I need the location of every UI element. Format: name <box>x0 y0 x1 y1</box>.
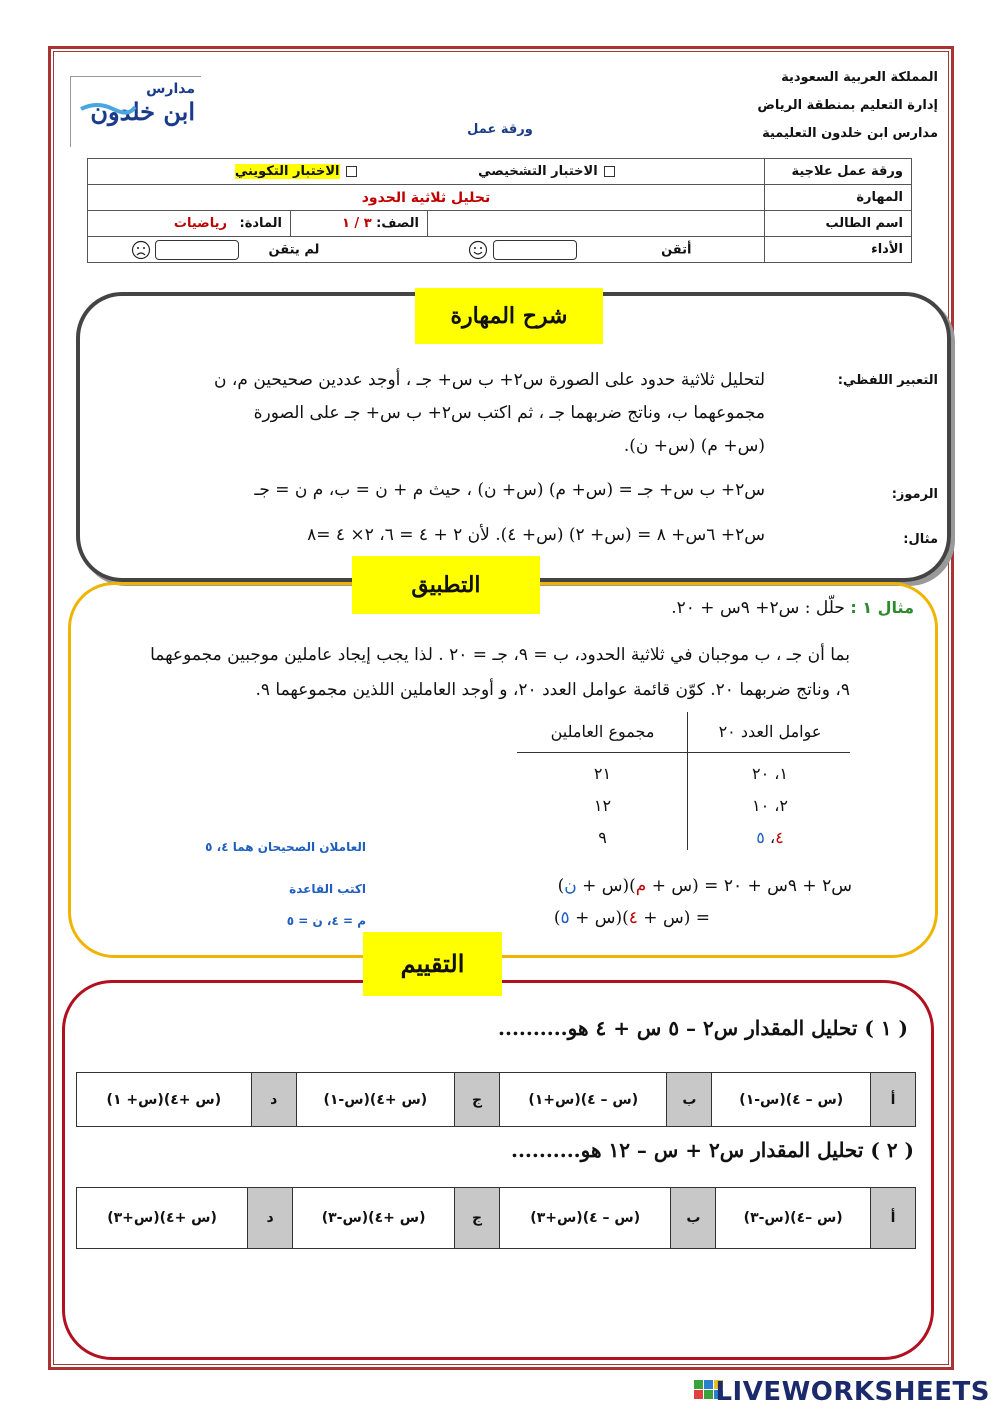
factor-5: ٥ <box>756 828 765 847</box>
header-right <box>678 64 938 148</box>
factor-row-1: ١، ٢٠ <box>751 764 789 783</box>
q2-option-b[interactable]: (س – ٤)(س+٣) <box>500 1188 671 1249</box>
factor-row-3 <box>695 828 845 847</box>
paragraph-line-2: ٩، وناتج ضربهما ٢٠. كوّن قائمة عوامل العدد ٢٠، و أوجد العاملين اللذين مجموعهما ٩. <box>255 680 850 700</box>
formative-label: الاختبار التكويني <box>234 164 340 179</box>
eq1-left: س٢ + ٩س + ٢٠ = (س + <box>646 876 852 896</box>
worksheet-title: ورقة عمل <box>467 122 533 137</box>
paragraph-line-1: بما أن جـ ، ب موجبان في ثلاثية الحدود، ب = ٩، جـ = ٢٠ . لذا يجب إيجاد عاملين موجبين مجموعهما <box>150 645 850 665</box>
skill-label: المهارة <box>765 185 912 211</box>
q2-option-a[interactable]: (س –٤)(س-٣) <box>716 1188 871 1249</box>
skill-value: تحليل ثلاثية الحدود <box>88 185 765 211</box>
sad-face-icon <box>131 240 151 260</box>
example-1-prompt: حلّل : س٢+ ٩س + ٢٠. <box>671 598 845 618</box>
formative-checkbox[interactable] <box>346 166 357 177</box>
symbols-label: الرموز: <box>891 487 938 502</box>
question-2-options <box>76 1187 916 1249</box>
note-rule: اكتب القاعدة <box>289 882 366 896</box>
q1-option-b[interactable]: (س – ٤)(س+١) <box>499 1073 666 1127</box>
q1-option-c[interactable]: (س +٤)(س-١) <box>296 1073 454 1127</box>
factor-table-divider <box>687 712 688 850</box>
header-line-3: مدارس ابن خلدون التعليمية <box>762 126 938 141</box>
eq1-n: ن <box>564 876 577 896</box>
smile-icon <box>468 240 488 260</box>
symbols-text: س٢+ ب س+ جـ = (س+ م) (س+ ن) ، حيث م + ن = ب، م ن = جـ <box>254 480 765 500</box>
logo-main-text: ابن خلدون <box>90 97 195 126</box>
test-type-cell <box>88 159 765 185</box>
eq2-b: ٥ <box>560 908 570 928</box>
q1-option-d-letter[interactable]: د <box>251 1073 296 1127</box>
student-name-field[interactable] <box>428 211 765 237</box>
question-2-title: ( ٢ ) تحليل المقدار س٢ + س – ١٢ هو.......... <box>511 1138 914 1162</box>
explanation-title: شرح المهارة <box>415 288 603 344</box>
logo-swoosh-icon <box>77 99 137 129</box>
note-integers: العاملان الصحيحان هما ٤، ٥ <box>205 840 366 854</box>
logo-top-text: مدارس <box>146 81 195 97</box>
class-label: الصف: <box>376 216 419 231</box>
sum-row-2: ١٢ <box>593 796 612 815</box>
example-1-line <box>554 598 914 618</box>
diagnostic-checkbox[interactable] <box>604 166 615 177</box>
factor-row-2: ٢، ١٠ <box>751 796 789 815</box>
q1-option-c-letter[interactable]: ج <box>454 1073 499 1127</box>
q2-option-b-letter[interactable]: ب <box>671 1188 716 1249</box>
verbal-label: التعبير اللفظي: <box>837 373 938 388</box>
example-1-label: مثال ١ : <box>850 598 914 617</box>
sum-row-3: ٩ <box>598 828 607 847</box>
q2-option-c-letter[interactable]: ج <box>455 1188 500 1249</box>
diagnostic-label: الاختبار التشخيصي <box>478 164 598 179</box>
eq2-a: ٤ <box>628 908 638 928</box>
factor-header: عوامل العدد ٢٠ <box>718 722 822 741</box>
factor-separator: ، <box>764 828 776 847</box>
equation-line-2 <box>450 908 710 928</box>
example-label: مثال: <box>903 532 938 547</box>
subject-value: رياضيات <box>173 216 227 231</box>
sum-header: مجموع العاملين <box>550 722 655 741</box>
q2-option-c[interactable]: (س +٤)(س-٣) <box>293 1188 455 1249</box>
q2-option-d[interactable]: (س +٤)(س+٣) <box>77 1188 248 1249</box>
not-mastered-label: لم يتقن <box>268 242 320 257</box>
question-1-options <box>76 1072 916 1127</box>
eq2-mid: )(س + <box>569 908 629 928</box>
verbal-text <box>115 364 765 463</box>
mastered-box[interactable] <box>493 240 577 260</box>
eq2-left: = (س + <box>637 908 710 928</box>
q1-option-a[interactable]: (س – ٤)(س-١) <box>712 1073 871 1127</box>
question-1-title: ( ١ ) تحليل المقدار س٢ – ٥ س + ٤ هو.......... <box>498 1016 908 1040</box>
evaluation-title: التقييم <box>363 932 502 996</box>
factor-table-rule <box>517 752 850 753</box>
verbal-line-3: (س+ م) (س+ ن). <box>623 436 765 456</box>
application-title: التطبيق <box>352 556 540 614</box>
student-name-label: اسم الطالب <box>765 211 912 237</box>
note-m-n: م = ٤، ن = ٥ <box>286 914 366 928</box>
header-line-1: المملكة العربية السعودية <box>781 70 938 85</box>
performance-label: الأداء <box>765 237 912 263</box>
verbal-line-1: لتحليل ثلاثية حدود على الصورة س٢+ ب س+ جـ ، أوجد عددين صحيحين م، ن <box>214 370 765 390</box>
mastered-label: أتقن <box>661 242 692 257</box>
class-cell <box>291 211 428 237</box>
q1-option-a-letter[interactable]: أ <box>871 1073 916 1127</box>
subject-label: المادة: <box>239 216 282 231</box>
sum-row-1: ٢١ <box>593 764 612 783</box>
q2-option-d-letter[interactable]: د <box>248 1188 293 1249</box>
equation-line-1 <box>452 876 852 896</box>
q2-option-a-letter[interactable]: أ <box>871 1188 916 1249</box>
liveworksheets-brand[interactable]: LIVEWORKSHEETS <box>715 1377 990 1407</box>
q1-option-b-letter[interactable]: ب <box>667 1073 712 1127</box>
eq1-end: ) <box>557 876 565 896</box>
example-text: س٢+ ٦س+ ٨ = (س+ ٢) (س+ ٤). لأن ٢ + ٤ = ٦، ٢× ٤ =٨ <box>307 525 765 545</box>
verbal-line-2: مجموعهما ب، وناتج ضربهما جـ ، ثم اكتب س٢+ ب س+ جـ على الصورة <box>253 403 765 423</box>
q1-option-d[interactable]: (س +٤)(س+ ١) <box>77 1073 252 1127</box>
eq1-m: م <box>635 876 647 896</box>
application-paragraph <box>70 638 850 708</box>
eq2-end: ) <box>553 908 561 928</box>
subject-cell <box>88 211 291 237</box>
info-table <box>87 158 912 263</box>
not-mastered-box[interactable] <box>155 240 239 260</box>
header-line-2: إدارة التعليم بمنطقة الرياض <box>757 98 938 113</box>
factor-4: ٤ <box>775 828 784 847</box>
row-type-label: ورقة عمل علاجية <box>765 159 912 185</box>
performance-cell <box>88 237 765 263</box>
school-logo <box>70 76 201 147</box>
class-value: ٣ / ١ <box>341 216 372 231</box>
eq1-mid: )(س + <box>576 876 636 896</box>
